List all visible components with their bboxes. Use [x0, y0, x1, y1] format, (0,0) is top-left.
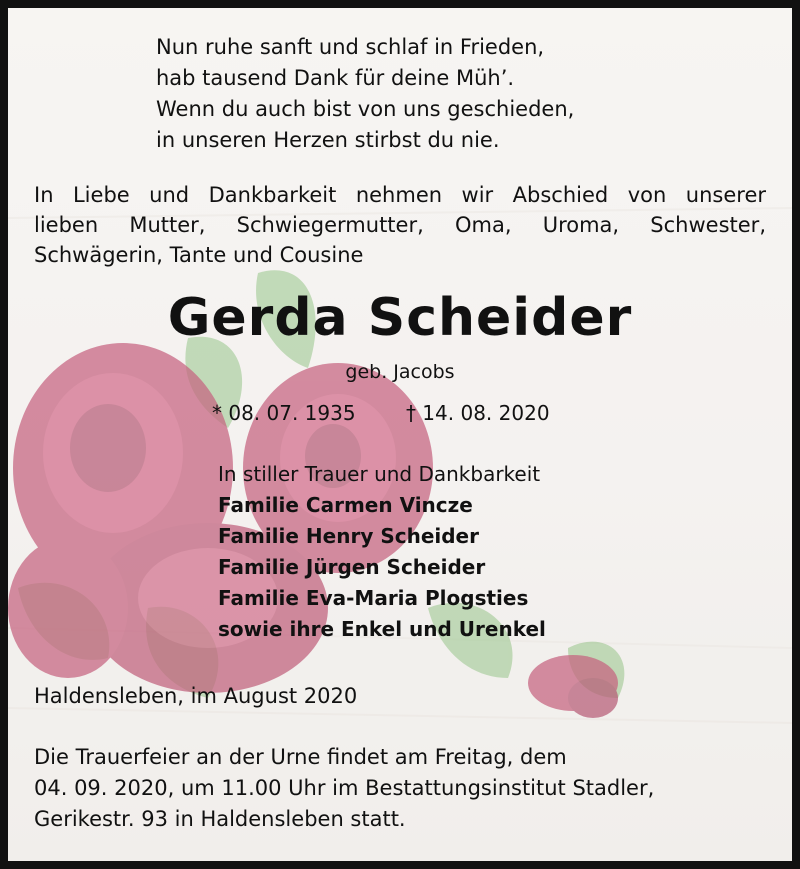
death-date: † 14. 08. 2020: [405, 401, 550, 425]
mourners-heading: In stiller Trauer und Dankbarkeit: [218, 462, 541, 486]
birth-date: * 08. 07. 1935: [212, 401, 356, 425]
farewell-intro: [34, 180, 766, 270]
intro-line: Schwägerin, Tante und Cousine: [34, 243, 364, 267]
intro-line: lieben Mutter, Schwiegermutter, Oma, Uroma, Schwester,: [34, 213, 766, 237]
place-and-date: Haldensleben, im August 2020: [34, 684, 358, 708]
poem-line: in unseren Herzen stirbst du nie.: [156, 128, 500, 152]
deceased-name: Gerda Scheider: [167, 288, 633, 348]
poem-line: Wenn du auch bist von uns geschieden,: [156, 97, 575, 121]
mourners-block: [218, 459, 546, 645]
mourner-family: Familie Carmen Vincze: [218, 493, 473, 517]
poem-line: hab tausend Dank für deine Müh’.: [156, 66, 515, 90]
mourner-family: Familie Jürgen Scheider: [218, 555, 486, 579]
notice-line: Gerikestr. 93 in Haldensleben statt.: [34, 807, 406, 831]
mourner-family: Familie Eva-Maria Plogsties: [218, 586, 529, 610]
intro-line: In Liebe und Dankbarkeit nehmen wir Abschied von unserer: [34, 183, 766, 207]
life-dates: [212, 401, 550, 425]
poem-line: Nun ruhe sanft und schlaf in Frieden,: [156, 35, 545, 59]
mourner-family: sowie ihre Enkel und Urenkel: [218, 617, 546, 641]
mourner-family: Familie Henry Scheider: [218, 524, 479, 548]
notice-line: Die Trauerfeier an der Urne findet am Freitag, dem: [34, 745, 567, 769]
poem: [156, 32, 574, 156]
notice-line: 04. 09. 2020, um 11.00 Uhr im Bestattungsinstitut Stadler,: [34, 776, 655, 800]
funeral-notice: [34, 742, 654, 835]
birth-name: geb. Jacobs: [345, 361, 455, 383]
